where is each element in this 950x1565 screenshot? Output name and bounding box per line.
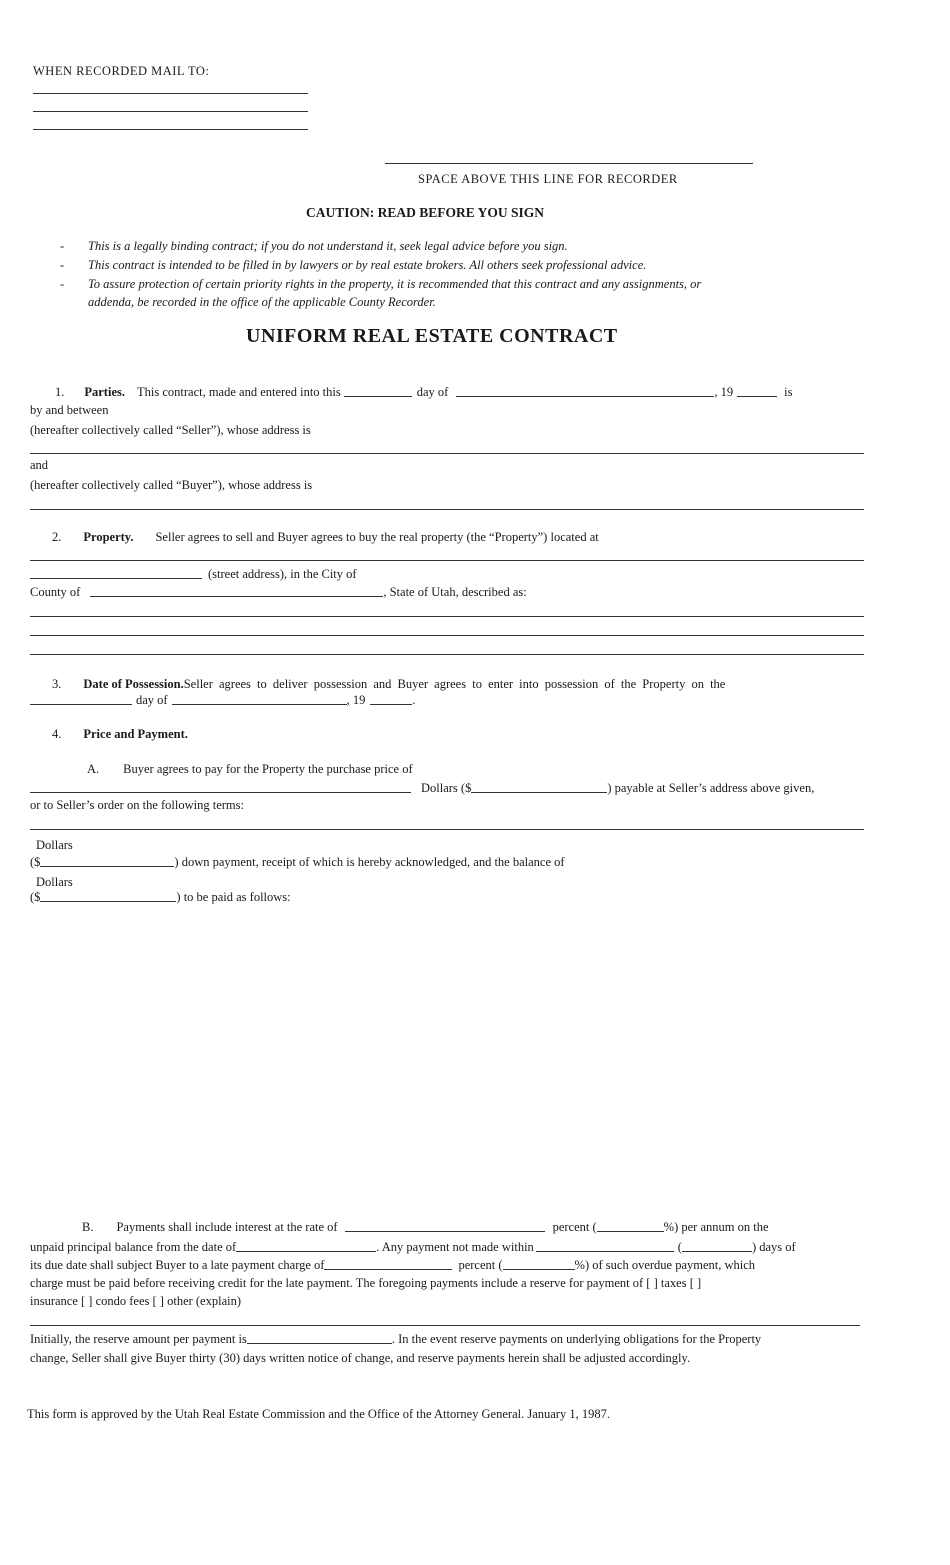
reserve-explain-line-2[interactable] [30,1325,860,1326]
mail-to-line-2[interactable] [33,111,308,112]
payment-schedule-area[interactable] [30,912,864,1202]
dollars-label: Dollars [36,875,73,889]
s2-heading: Property. [83,530,134,544]
paren-open: ($ [30,890,41,904]
caution-line-4: addenda, be recorded in the office of the applicable County Recorder. [88,295,436,309]
description-line-2[interactable] [30,616,864,617]
s4b-text-1: Payments shall include interest at the rate of [116,1220,338,1234]
s2-row-2 [30,567,864,582]
s4a-row-5 [30,855,864,870]
payment-terms-line-2[interactable] [30,829,864,830]
s4b-text-7: ) days of [751,1240,796,1254]
s4a-text-1: Buyer agrees to pay for the Property the purchase price of [123,762,413,776]
mail-to-line-1[interactable] [33,93,308,94]
s4b-text-2: percent ( [552,1220,597,1234]
contract-year-field[interactable] [737,396,777,397]
s1-row-5 [30,478,864,493]
s4b-text-15: change, Seller shall give Buyer thirty (30) days written notice of change, and reserve payments herein shall be adjusted accordingly. [30,1351,691,1365]
footer-approval: This form is approved by the Utah Real Estate Commission and the Office of the Attorney General. January 1, 1987. [27,1407,610,1421]
recorder-caption: SPACE ABOVE THIS LINE FOR RECORDER [418,172,678,186]
county-field[interactable] [90,596,383,597]
contract-day-field[interactable] [344,396,412,397]
s4a-text-5: ) down payment, receipt of which is hereby acknowledged, and the balance of [174,855,565,869]
purchase-price-words-line-2[interactable] [30,792,411,793]
s4a-row-6 [30,875,864,890]
caution-line-3: To assure protection of certain priority rights in the property, it is recommended that this contract and any assignments, or [88,277,702,291]
s4a-row-2 [30,781,864,796]
grace-period-words-field[interactable] [536,1251,674,1252]
s4a-label: A. [87,762,100,776]
s1-row-1 [30,385,864,400]
s3-text-4: . [412,693,416,707]
s4b-text-6: ( [677,1240,682,1254]
s3-number: 3. [52,677,62,691]
s3-row-1 [30,677,864,692]
s2-row-3 [30,585,864,600]
s4b-text-10: %) of such overdue payment, which [574,1258,756,1272]
s4b-row-2 [30,1240,860,1255]
bullet: - [60,239,65,253]
grace-period-days-field[interactable] [682,1251,752,1252]
interest-rate-percent-field[interactable] [597,1231,664,1232]
s4a-row-3 [30,798,864,813]
recorder-line [385,163,753,164]
s2-text-3: County of [30,585,81,599]
late-charge-percent-field[interactable] [503,1269,575,1270]
s3-text-3: , 19 [346,693,366,707]
bullet: - [60,277,65,291]
s3-row-2 [30,693,864,708]
possession-year-field[interactable] [370,704,412,705]
page-title: UNIFORM REAL ESTATE CONTRACT [246,325,618,347]
s3-heading: Date of Possession. [83,677,184,691]
down-payment-field[interactable] [40,866,174,867]
s4b-text-5: . Any payment not made within [376,1240,534,1254]
s1-row-3 [30,423,864,438]
s4-heading: Price and Payment. [83,727,188,741]
s1-text-4: is [784,385,793,399]
s3-text-2: day of [136,693,168,707]
contract-month-field[interactable] [456,396,714,397]
s4a-row-1 [30,762,864,777]
s3-text-1: Seller agrees to deliver possession and Buyer agrees to enter into possession of the Property on the [183,677,726,691]
s2-text-2: (street address), in the City of [208,567,357,581]
reserve-amount-field[interactable] [247,1343,392,1344]
s1-heading: Parties. [84,385,125,399]
s4b-text-4: unpaid principal balance from the date of [30,1240,237,1254]
caution-heading: CAUTION: READ BEFORE YOU SIGN [306,205,545,220]
s4b-text-8: its due date shall subject Buyer to a late payment charge of [30,1258,325,1272]
s1-text-2: day of [416,385,449,399]
late-charge-words-field[interactable] [324,1269,452,1270]
caution-line-2: This contract is intended to be filled in by lawyers or by real estate brokers. All others seek professional advice. [88,258,647,272]
description-line-4[interactable] [30,654,864,655]
s4b-label: B. [82,1220,94,1234]
balance-amount-field[interactable] [40,901,176,902]
interest-start-date-field[interactable] [236,1251,376,1252]
s2-text-1: Seller agrees to sell and Buyer agrees to buy the real property (the “Property”) located at [155,530,599,544]
bullet: - [60,258,65,272]
mail-to-line-3[interactable] [33,129,308,130]
mail-to-label: WHEN RECORDED MAIL TO: [33,64,210,78]
s4b-row-5 [30,1294,860,1309]
s4b-row-3 [30,1258,860,1273]
s4a-row-7 [30,890,291,905]
s1-text-8: (hereafter collectively called “Buyer”), whose address is [30,478,313,492]
s4a-text-6: ) to be paid as follows: [176,890,291,904]
s4b-row-1 [30,1220,860,1235]
street-address-field[interactable] [30,578,202,579]
s4b-text-9: percent ( [458,1258,503,1272]
possession-month-field[interactable] [172,704,347,705]
paren-open: ($ [30,855,41,869]
s4a-text-3: ) payable at Seller’s address above given, [607,781,815,795]
s4a-text-2: Dollars ($ [421,781,472,795]
s4b-text-13: Initially, the reserve amount per payment is [30,1332,247,1346]
s1-number: 1. [55,385,65,399]
s4b-text-11: charge must be paid before receiving credit for the late payment. The foregoing payments include a reserve for payment of [ ] taxes [ ] [30,1276,702,1290]
s4b-text-14: . In the event reserve payments on underlying obligations for the Property [391,1332,762,1346]
caution-line-1: This is a legally binding contract; if you do not understand it, seek legal advice before you sign. [88,239,568,253]
property-location-line-2[interactable] [30,560,864,561]
buyer-address-line-2[interactable] [30,509,864,510]
dollars-label: Dollars [36,838,73,852]
interest-rate-words-field[interactable] [345,1231,545,1232]
s4b-text-12: insurance [ ] condo fees [ ] other (explain) [30,1294,242,1308]
purchase-price-amount-field[interactable] [471,792,607,793]
s1-row-2 [30,403,864,418]
s2-row-1 [30,530,864,545]
s4-number: 4. [52,727,62,741]
s4b-row-6 [30,1332,860,1347]
s1-text-5: by and between [30,403,109,417]
s4-row-1 [30,727,188,742]
description-line-3[interactable] [30,635,864,636]
s4a-row-4 [30,838,864,853]
s1-text-7: and [30,458,49,472]
s1-row-4 [30,458,864,473]
s4b-text-3: %) per annum on the [663,1220,769,1234]
s2-number: 2. [52,530,62,544]
s1-text-6: (hereafter collectively called “Seller”), whose address is [30,423,311,437]
s1-text-1: This contract, made and entered into this [136,385,341,399]
s1-text-3: , 19 [714,385,734,399]
possession-day-field[interactable] [30,704,132,705]
seller-address-line-2[interactable] [30,453,864,454]
s4a-text-4: or to Seller’s order on the following terms: [30,798,244,812]
s2-text-4: , State of Utah, described as: [383,585,527,599]
